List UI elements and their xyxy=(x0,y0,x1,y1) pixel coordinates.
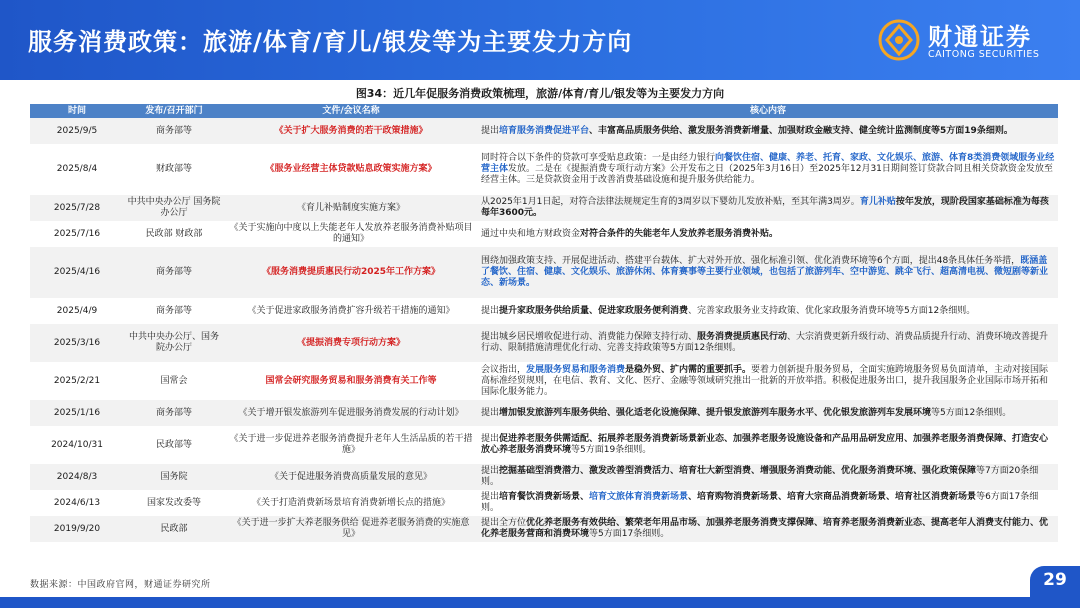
cell-doc: 《关于促进服务消费高质量发展的意见》 xyxy=(224,464,478,490)
content-segment: 要着力创新提升服务贸易，全面实施跨境服务贸易负面清单，主动对接国际高标准经贸规则，在电信、教育、文化、医疗、金融等领域研究推出一批新的开放举措。积极促进服务出口，提升我国服务企业国际市场开拓和国际化服务能力。 xyxy=(481,364,1049,397)
cell-doc: 《关于扩大服务消费的若干政策措施》 xyxy=(224,118,478,144)
cell-dept: 民政部 财政部 xyxy=(124,221,224,247)
content-segment: 提升家政服务供给质量、促进家政服务便利消费 xyxy=(499,305,689,316)
cell-dept: 中共中央办公厅、国务院办公厅 xyxy=(124,324,224,362)
cell-dept: 商务部等 xyxy=(124,298,224,324)
content-segment: 提出 xyxy=(481,407,500,418)
policy-table xyxy=(30,104,1058,542)
logo-english-name: CAITONG SECURITIES xyxy=(928,49,1040,60)
caitong-logo-icon xyxy=(878,19,920,61)
content-segment: 提出全方位 xyxy=(481,518,527,528)
cell-date: 2024/6/13 xyxy=(30,490,124,516)
table-row xyxy=(30,324,1058,362)
content-segment: 等5方面12条细则。 xyxy=(931,407,1012,418)
table-row xyxy=(30,298,1058,324)
cell-dept: 商务部等 xyxy=(124,118,224,144)
cell-content xyxy=(478,324,1058,362)
content-segment: 发放。二是在《提振消费专项行动方案》公开发布之日（2025年3月16日）至2025年12月31日期间签订贷款合同且相关贷款资金发放至经营主体。三是贷款资金用于改善消费基础设施和提升服务供给能力。 xyxy=(481,164,1053,185)
cell-doc: 《关于进一步促进养老服务消费提升老年人生活品质的若干措施》 xyxy=(224,426,478,464)
content-segment: 按年发放，现阶段国家基础标准为每孩每年3600元。 xyxy=(481,197,1049,218)
content-segment: 培育文旅体育消费新场景 xyxy=(589,492,689,502)
content-segment: 对符合条件的失能老年人发放养老服务消费补贴。 xyxy=(580,228,779,239)
cell-date: 2025/4/16 xyxy=(30,247,124,298)
content-segment: 培育服务消费促进平台 xyxy=(499,125,590,136)
header-doc: 文件/会议名称 xyxy=(224,104,478,118)
footer-bar xyxy=(0,597,1080,608)
cell-content xyxy=(478,221,1058,247)
content-segment: 向餐饮住宿、健康、养老、托育、家政、文化娱乐、旅游、体育8类消费领域服务业经营主体 xyxy=(481,153,1055,174)
cell-date: 2025/9/5 xyxy=(30,118,124,144)
cell-doc: 《关于打造消费新场景培育消费新增长点的措施》 xyxy=(224,490,478,516)
content-segment: 、丰富高品质服务供给、激发服务消费新增量、加强财政金融支持、健全统计监测制度等5方面19条细则。 xyxy=(589,125,1013,136)
cell-content xyxy=(478,362,1058,400)
content-segment: 培育餐饮消费新场景、 xyxy=(499,492,590,502)
table-row xyxy=(30,464,1058,490)
content-segment: 提出 xyxy=(481,466,500,476)
content-segment: 优化养老服务有效供给、繁荣老年用品市场、加强养老服务消费支撑保障、培育养老服务消费新业态、提高老年人消费支付能力、优化养老服务营商和消费环境 xyxy=(481,518,1049,539)
cell-dept: 民政部 xyxy=(124,516,224,542)
cell-dept: 国务院 xyxy=(124,464,224,490)
content-segment: 提出城乡居民增收促进行动、消费能力保障支持行动、 xyxy=(481,332,698,342)
cell-date: 2024/8/3 xyxy=(30,464,124,490)
cell-doc: 《关于促进家政服务消费扩容升级若干措施的通知》 xyxy=(224,298,478,324)
cell-content xyxy=(478,195,1058,221)
table-row xyxy=(30,362,1058,400)
cell-doc: 《关于实施向中度以上失能老年人发放养老服务消费补贴项目的通知》 xyxy=(224,221,478,247)
content-segment: 通过中央和地方财政资金 xyxy=(481,228,581,239)
table-row xyxy=(30,516,1058,542)
content-segment: 育儿补贴 xyxy=(859,197,896,207)
cell-dept: 中共中央办公厅 国务院办公厅 xyxy=(124,195,224,221)
cell-doc: 《提振消费专项行动方案》 xyxy=(224,324,478,362)
cell-date: 2025/8/4 xyxy=(30,144,124,195)
content-segment: 、培育购物消费新场景、培育大宗商品消费新场景、培育社区消费新场景 xyxy=(688,492,977,502)
content-segment: 服务消费提质惠民行动 xyxy=(697,332,788,342)
cell-date: 2025/7/16 xyxy=(30,221,124,247)
table-row xyxy=(30,195,1058,221)
content-segment: 提出 xyxy=(481,492,500,502)
cell-content xyxy=(478,490,1058,516)
figure-title: 图34：近几年促服务消费政策梳理，旅游/体育/育儿/银发等为主要发力方向 xyxy=(355,87,725,100)
table-body xyxy=(30,118,1058,542)
table-row xyxy=(30,490,1058,516)
cell-content xyxy=(478,144,1058,195)
table-row xyxy=(30,426,1058,464)
content-segment: 围绕加强政策支持、开展促进活动、搭建平台载体、扩大对外开放、强化标准引领、优化消费环境等6个方面，提出48条具体任务举措， xyxy=(481,256,1021,266)
cell-content xyxy=(478,247,1058,298)
cell-date: 2019/9/20 xyxy=(30,516,124,542)
header-dept: 发布/召开部门 xyxy=(124,104,224,118)
page-header xyxy=(0,0,1080,80)
cell-dept: 商务部等 xyxy=(124,247,224,298)
content-segment: 既涵盖了餐饮、住宿、健康、文化娱乐、旅游休闲、体育赛事等主要行业领域，也包括了旅游列车、空中游览、跳伞飞行、超高清电视、微短剧等新业态、新场景。 xyxy=(481,256,1049,288)
content-segment: 增加银发旅游列车服务供给、强化适老化设施保障、提升银发旅游列车服务水平、优化银发旅游列车发展环境 xyxy=(499,407,932,418)
cell-date: 2025/3/16 xyxy=(30,324,124,362)
content-segment: 促进养老服务供需适配、拓展养老服务消费新场景新业态、加强养老服务设施设备和产品用品研发应用、加强养老服务消费保障、打造安心放心养老服务消费环境 xyxy=(481,434,1049,455)
content-segment: 等5方面17条细则。 xyxy=(589,529,670,539)
cell-date: 2025/2/21 xyxy=(30,362,124,400)
cell-doc: 《育儿补贴制度实施方案》 xyxy=(224,195,478,221)
cell-content xyxy=(478,118,1058,144)
table-row xyxy=(30,118,1058,144)
content-segment: 等6方面17条细则。 xyxy=(481,492,1039,513)
cell-doc: 《服务消费提质惠民行动2025年工作方案》 xyxy=(224,247,478,298)
content-segment: 提出 xyxy=(481,305,500,316)
cell-date: 2025/1/16 xyxy=(30,400,124,426)
data-source-note: 数据来源：中国政府官网，财通证券研究所 xyxy=(30,580,211,590)
content-segment: 挖掘基础型消费潜力、激发改善型消费活力、培育壮大新型消费、增强服务消费动能、优化服务消费环境、强化政策保障 xyxy=(499,466,977,476)
cell-doc: 《关于进一步扩大养老服务供给 促进养老服务消费的实施意见》 xyxy=(224,516,478,542)
page-number: 29 xyxy=(1043,570,1067,590)
cell-doc: 《关于增开银发旅游列车促进服务消费发展的行动计划》 xyxy=(224,400,478,426)
content-segment: 发展服务贸易和服务消费 xyxy=(526,364,626,375)
table-row xyxy=(30,400,1058,426)
content-segment: 同时符合以下条件的贷款可享受贴息政策：一是由经力银行 xyxy=(481,153,716,163)
content-segment: 提出 xyxy=(481,434,500,444)
content-segment: 、完善家政服务业支持政策、优化家政服务消费环境等5方面12条细则。 xyxy=(688,305,976,316)
table-header-row xyxy=(30,104,1058,118)
cell-content xyxy=(478,298,1058,324)
cell-content xyxy=(478,516,1058,542)
content-segment: 是稳外贸、扩内需的重要抓手。 xyxy=(625,364,752,375)
cell-dept: 民政部等 xyxy=(124,426,224,464)
cell-doc: 《服务业经营主体贷款贴息政策实施方案》 xyxy=(224,144,478,195)
content-segment: 提出 xyxy=(481,125,500,136)
table-row xyxy=(30,247,1058,298)
cell-date: 2024/10/31 xyxy=(30,426,124,464)
cell-content xyxy=(478,426,1058,464)
table-row xyxy=(30,144,1058,195)
cell-doc: 国常会研究服务贸易和服务消费有关工作等 xyxy=(224,362,478,400)
content-segment: 从2025年1月1日起，对符合法律法规规定生育的3周岁以下婴幼儿发放补贴，至其年满3周岁。 xyxy=(481,197,860,207)
content-segment: 等5方面19条细则。 xyxy=(571,445,652,455)
content-segment: 、大宗消费更新升级行动、消费品质提升行动、消费环境改善提升行动、限制措施清理优化行动、完善支持政策等5方面12条细则。 xyxy=(481,332,1049,353)
cell-dept: 国常会 xyxy=(124,362,224,400)
cell-dept: 商务部等 xyxy=(124,400,224,426)
cell-dept: 财政部等 xyxy=(124,144,224,195)
page-number-badge xyxy=(1030,566,1080,597)
cell-dept: 国家发改委等 xyxy=(124,490,224,516)
header-content: 核心内容 xyxy=(478,104,1058,118)
content-segment: 会议指出， xyxy=(481,364,527,375)
content-segment: 等7方面20条细则。 xyxy=(481,466,1039,487)
cell-date: 2025/4/9 xyxy=(30,298,124,324)
header-date: 时间 xyxy=(30,104,124,118)
logo-chinese-name: 财通证券 xyxy=(928,23,1032,51)
company-logo xyxy=(878,13,1068,69)
cell-content xyxy=(478,464,1058,490)
cell-content xyxy=(478,400,1058,426)
page-title: 服务消费政策：旅游/体育/育儿/银发等为主要发力方向 xyxy=(28,28,633,56)
table-row xyxy=(30,221,1058,247)
cell-date: 2025/7/28 xyxy=(30,195,124,221)
